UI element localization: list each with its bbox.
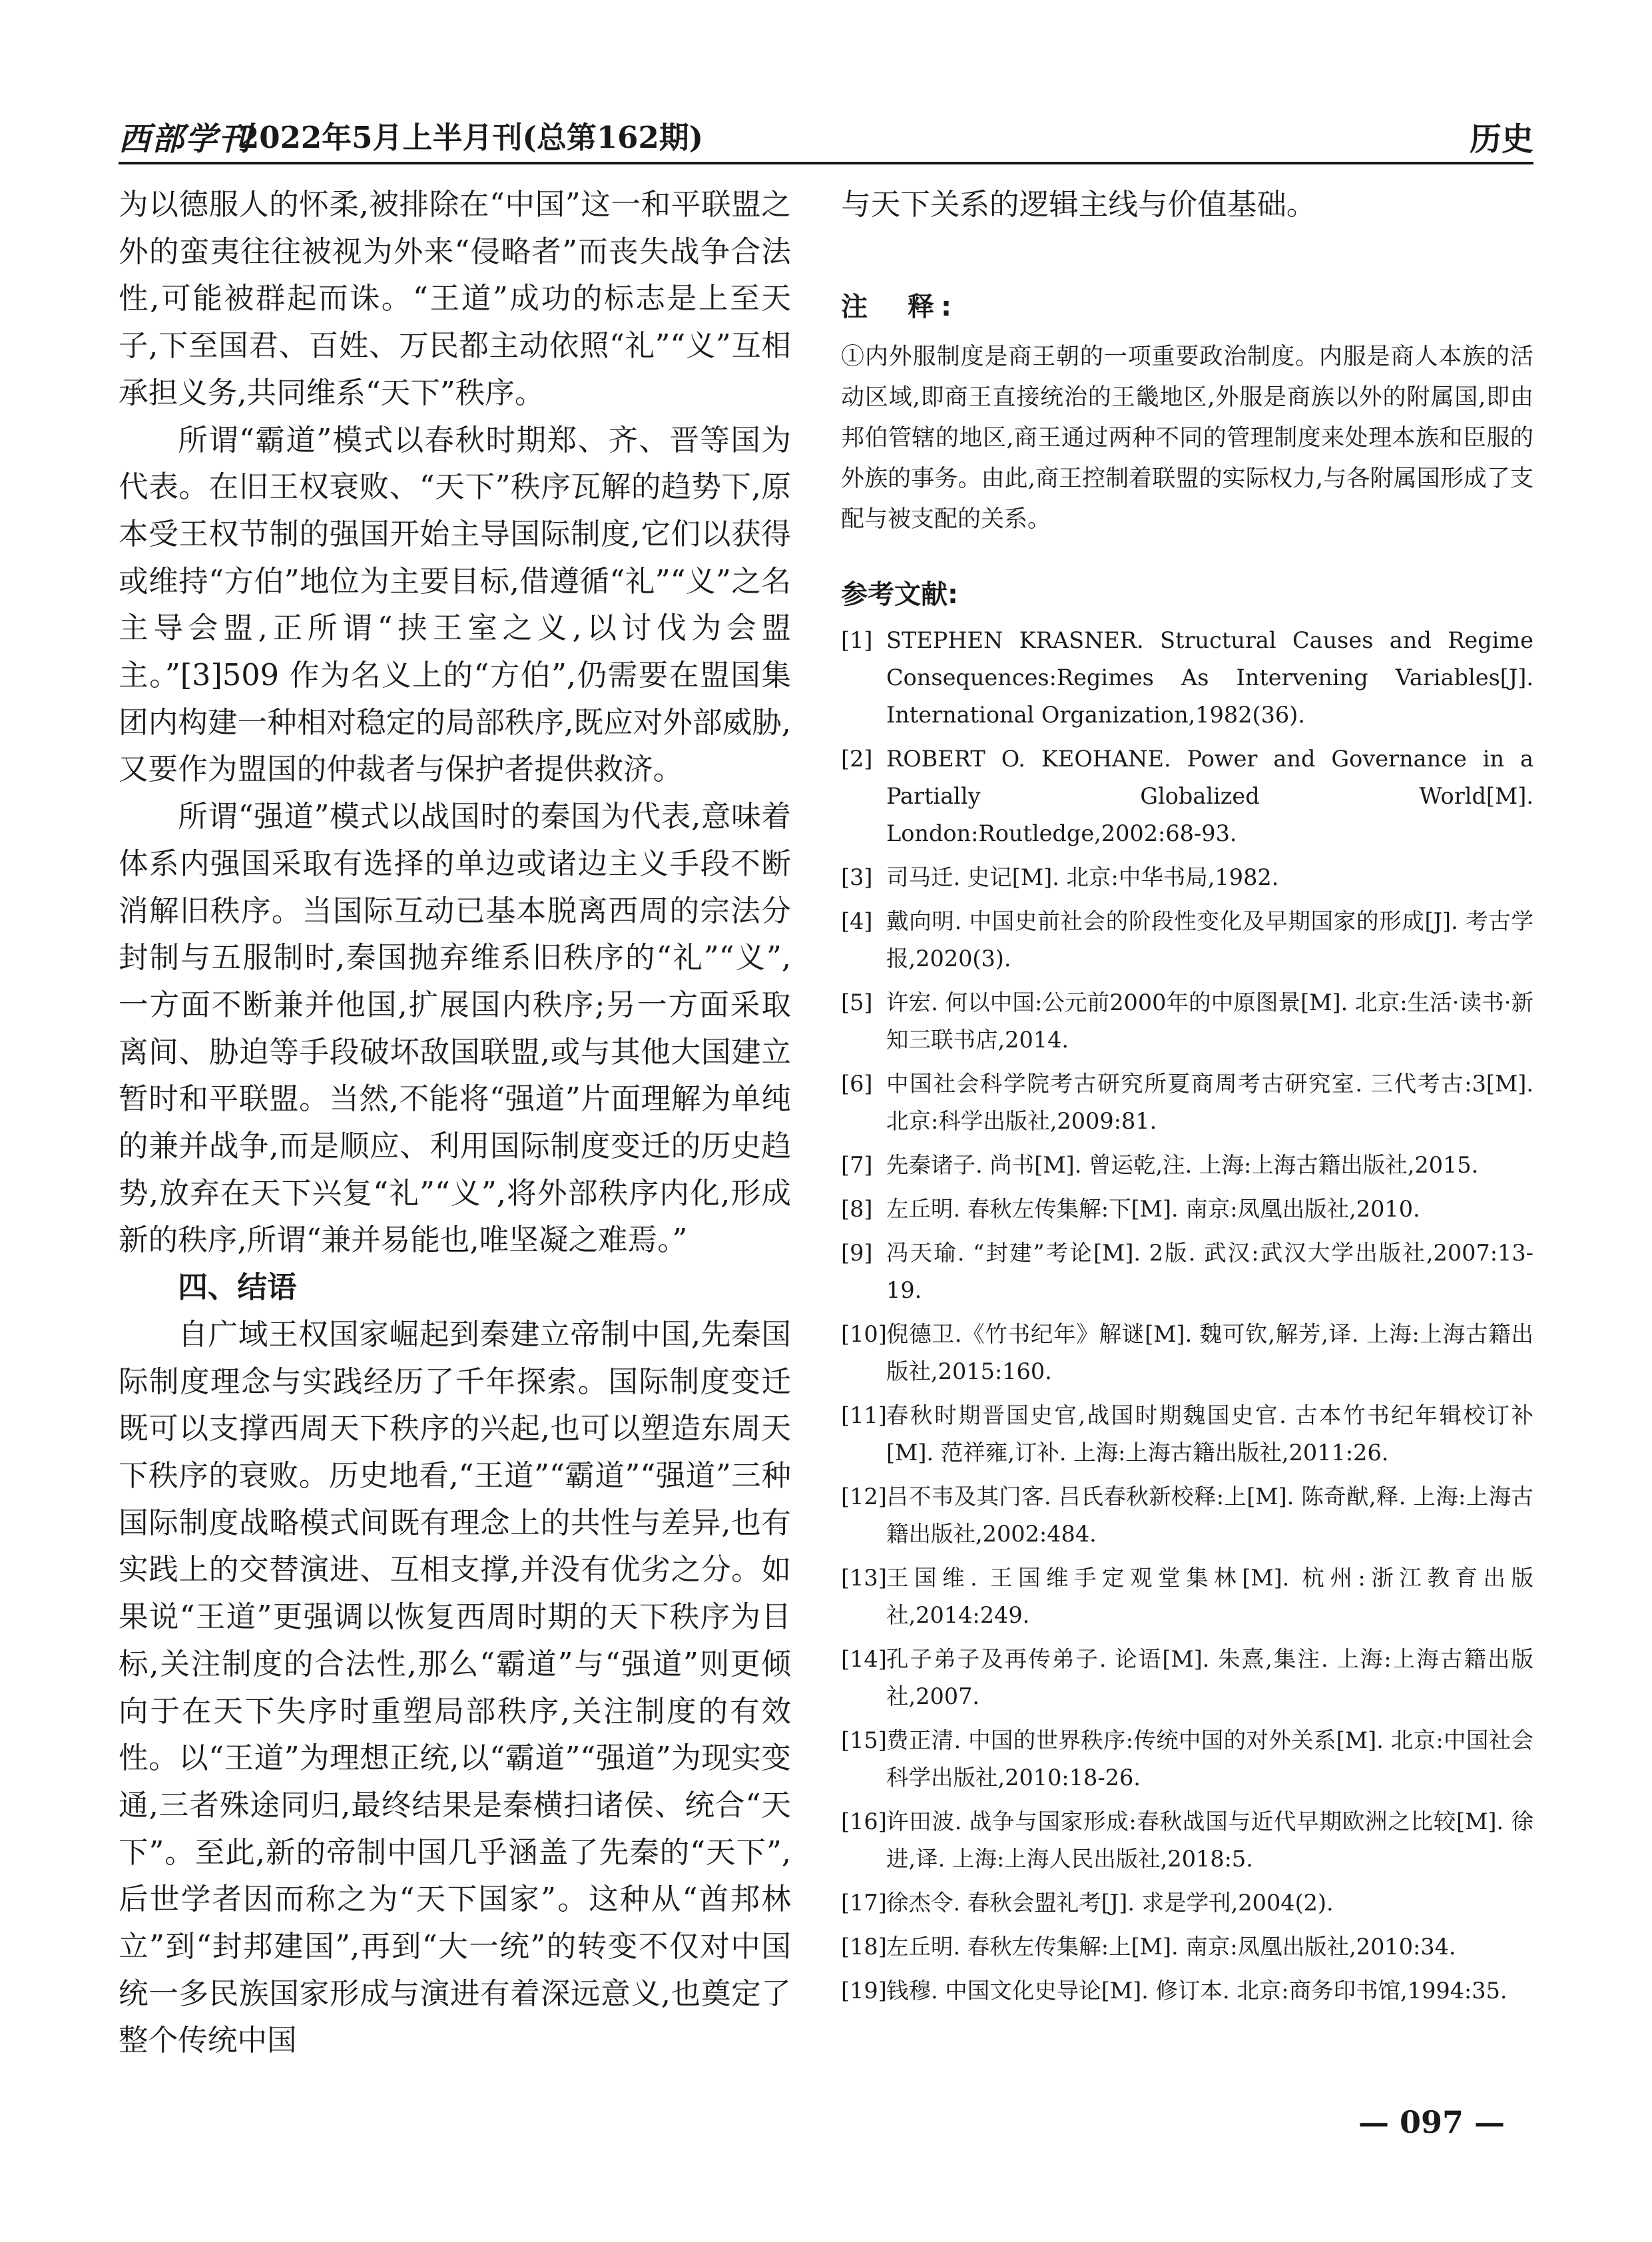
reference-number: [5] (841, 989, 873, 1015)
reference-text: 先秦诸子. 尚书[M]. 曾运乾,注. 上海:上海古籍出版社,2015. (886, 1151, 1479, 1178)
reference-number: [11] (841, 1402, 887, 1428)
reference-text: 司马迁. 史记[M]. 北京:中华书局,1982. (886, 864, 1279, 890)
body-paragraph: 为以德服人的怀柔,被排除在“中国”这一和平联盟之外的蛮夷往往被视为外来“侵略者”而丧失战争合法性,可能被群起而诛。“王道”成功的标志是上至天子,下至国君、百姓、万民都主动依照“礼”“义”互相承担义务,共同维系“天下”秩序。 (119, 187, 791, 410)
page-header (119, 108, 1533, 158)
reference-number: [12] (841, 1483, 887, 1510)
notes-heading: 注 释: (841, 291, 958, 322)
reference-text: 吕不韦及其门客. 吕氏春秋新校释:上[M]. 陈奇猷,释. 上海:上海古籍出版社,2002:484. (886, 1483, 1533, 1547)
reference-item (841, 984, 1533, 1059)
reference-text: STEPHEN KRASNER. Structural Causes and Regime Consequences:Regimes As Intervening Variables[J]. International Organization,1982(36). (886, 627, 1533, 728)
right-column (841, 181, 1533, 2016)
body-paragraph: 所谓“霸道”模式以春秋时期郑、齐、晋等国为代表。在旧王权衰败、“天下”秩序瓦解的趋势下,原本受王权节制的强国开始主导国际制度,它们以获得或维持“方伯”地位为主要目标,借遵循“礼”“义”之名主导会盟,正所谓“挟王室之义,以讨伐为会盟主。”[3]509 作为名义上的“方伯”,仍需要在盟国集团内构建一种相对稳定的局部秩序,既应对外部威胁,又要作为盟国的仲裁者与保护者提供救济。 (119, 422, 791, 787)
reference-item (841, 1559, 1533, 1634)
reference-text: 春秋时期晋国史官,战国时期魏国史官. 古本竹书纪年辑校订补[M]. 范祥雍,订补. 上海:上海古籍出版社,2011:26. (886, 1402, 1533, 1466)
reference-text: 左丘明. 春秋左传集解:下[M]. 南京:凤凰出版社,2010. (886, 1195, 1420, 1222)
reference-item (841, 1722, 1533, 1797)
reference-text: 王国维. 王国维手定观堂集林[M]. 杭州:浙江教育出版社,2014:249. (886, 1564, 1533, 1628)
reference-number: [3] (841, 864, 873, 890)
reference-number: [10] (841, 1320, 887, 1347)
reference-item (841, 1065, 1533, 1140)
reference-number: [18] (841, 1933, 887, 1960)
reference-item (841, 1397, 1533, 1472)
reference-text: 中国社会科学院考古研究所夏商周考古研究室. 三代考古:3[M]. 北京:科学出版社,2009:81. (886, 1070, 1533, 1134)
reference-text: 左丘明. 春秋左传集解:上[M]. 南京:凤凰出版社,2010:34. (886, 1933, 1456, 1960)
reference-item (841, 1641, 1533, 1715)
reference-number: [14] (841, 1645, 887, 1672)
reference-item (841, 1191, 1533, 1228)
reference-item (841, 1803, 1533, 1878)
header-rule (119, 162, 1533, 164)
reference-number: [13] (841, 1564, 887, 1591)
reference-number: [16] (841, 1808, 887, 1834)
footnote: ①内外服制度是商王朝的一项重要政治制度。内服是商人本族的活动区域,即商王直接统治的王畿地区,外服是商族以外的附属国,即由邦伯管辖的地区,商王通过两种不同的管理制度来处理本族和臣服的外族的事务。由此,商王控制着联盟的实际权力,与各附属国形成了支配与被支配的关系。 (841, 343, 1533, 533)
reference-text: 倪德卫.《竹书纪年》解谜[M]. 魏可钦,解芳,译. 上海:上海古籍出版社,2015:160. (886, 1320, 1533, 1384)
journal-name: 西部学刊 (119, 121, 252, 158)
references-heading: 参考文献: (841, 579, 958, 610)
reference-item (841, 740, 1533, 852)
reference-item (841, 1478, 1533, 1553)
reference-item (841, 1147, 1533, 1184)
reference-number: [7] (841, 1151, 873, 1178)
reference-text: 冯天瑜. “封建”考论[M]. 2版. 武汉:武汉大学出版社,2007:13-19. (886, 1239, 1533, 1303)
page-number: — 097 — (1358, 2104, 1506, 2140)
reference-item (841, 1235, 1533, 1309)
reference-text: 戴向明. 中国史前社会的阶段性变化及早期国家的形成[J]. 考古学报,2020(3). (886, 908, 1533, 972)
reference-text: ROBERT O. KEOHANE. Power and Governance in a Partially Globalized World[M]. London:Routledge,2002:68-93. (886, 745, 1533, 846)
section-tag: 历史 (1469, 121, 1533, 158)
section-heading: 四、结语 (178, 1269, 297, 1305)
left-column (119, 181, 791, 2064)
reference-list (841, 622, 1533, 2010)
reference-number: [19] (841, 1977, 887, 2004)
reference-text: 徐杰令. 春秋会盟礼考[J]. 求是学刊,2004(2). (886, 1889, 1334, 1916)
reference-number: [9] (841, 1239, 873, 1266)
reference-number: [8] (841, 1195, 873, 1222)
reference-item (841, 903, 1533, 978)
reference-number: [4] (841, 908, 873, 934)
reference-number: [15] (841, 1727, 887, 1753)
reference-number: [1] (841, 627, 873, 653)
continuation-line: 与天下关系的逻辑主线与价值基础。 (841, 187, 1316, 222)
issue-info: 2022年5月上半月刊(总第162期) (238, 120, 704, 155)
reference-text: 钱穆. 中国文化史导论[M]. 修订本. 北京:商务印书馆,1994:35. (886, 1977, 1508, 2004)
reference-item (841, 622, 1533, 734)
reference-item (841, 1884, 1533, 1922)
body-paragraph: 自广域王权国家崛起到秦建立帝制中国,先秦国际制度理念与实践经历了千年探索。国际制度变迁既可以支撑西周天下秩序的兴起,也可以塑造东周天下秩序的衰败。历史地看,“王道”“霸道”“强道”三种国际制度战略模式间既有理念上的共性与差异,也有实践上的交替演进、互相支撑,并没有优劣之分。如果说“王道”更强调以恢复西周时期的天下秩序为目标,关注制度的合法性,那么“霸道”与“强道”则更倾向于在天下失序时重塑局部秩序,关注制度的有效性。以“王道”为理想正统,以“霸道”“强道”为现实变通,三者殊途同归,最终结果是秦横扫诸侯、统合“天下”。至此,新的帝制中国几乎涵盖了先秦的“天下”,后世学者因而称之为“天下国家”。这种从“酋邦林立”到“封邦建国”,再到“大一统”的转变不仅对中国统一多民族国家形成与演进有着深远意义,也奠定了整个传统中国 (119, 1316, 791, 2058)
reference-item (841, 1316, 1533, 1390)
reference-text: 费正清. 中国的世界秩序:传统中国的对外关系[M]. 北京:中国社会科学出版社,2010:18-26. (886, 1727, 1533, 1791)
reference-number: [17] (841, 1889, 887, 1916)
reference-text: 孔子弟子及再传弟子. 论语[M]. 朱熹,集注. 上海:上海古籍出版社,2007. (886, 1645, 1533, 1709)
reference-number: [6] (841, 1070, 873, 1097)
reference-text: 许田波. 战争与国家形成:春秋战国与近代早期欧洲之比较[M]. 徐进,译. 上海:上海人民出版社,2018:5. (886, 1808, 1533, 1872)
reference-number: [2] (841, 745, 873, 772)
reference-text: 许宏. 何以中国:公元前2000年的中原图景[M]. 北京:生活·读书·新知三联书店,2014. (886, 989, 1533, 1053)
body-paragraph: 所谓“强道”模式以战国时的秦国为代表,意味着体系内强国采取有选择的单边或诸边主义手段不断消解旧秩序。当国际互动已基本脱离西周的宗法分封制与五服制时,秦国抛弃维系旧秩序的“礼”“义”,一方面不断兼并他国,扩展国内秩序;另一方面采取离间、胁迫等手段破坏敌国联盟,或与其他大国建立暂时和平联盟。当然,不能将“强道”片面理解为单纯的兼并战争,而是顺应、利用国际制度变迁的历史趋势,放弃在天下兴复“礼”“义”,将外部秩序内化,形成新的秩序,所谓“兼并易能也,唯坚凝之难焉。” (119, 799, 791, 1258)
reference-item (841, 1972, 1533, 2010)
reference-item (841, 1928, 1533, 1966)
reference-item (841, 859, 1533, 896)
